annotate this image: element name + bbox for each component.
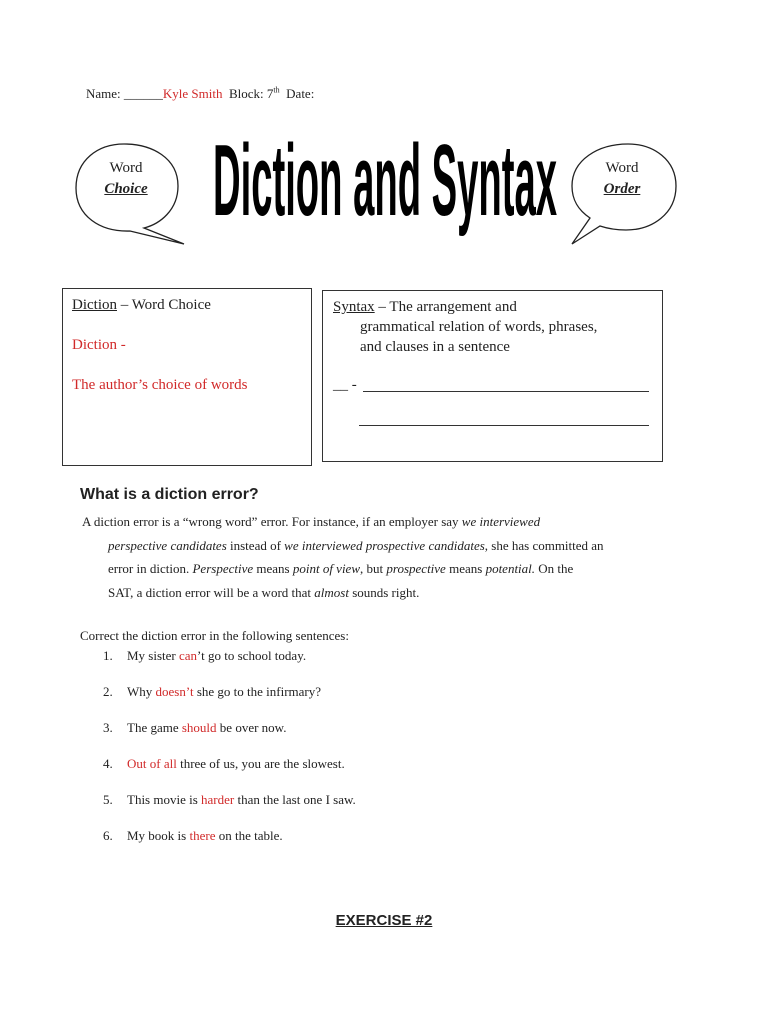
right-bubble-text	[582, 158, 662, 200]
diction-box	[62, 288, 312, 466]
diction-term: Diction	[72, 297, 117, 313]
paragraph-text: SAT, a diction error will be a word that	[108, 584, 315, 600]
item-number: 2.	[103, 684, 113, 699]
syntax-definition-line1: – The arrangement and	[374, 299, 517, 315]
block-label: Block:	[229, 86, 264, 101]
paragraph-text: error in diction.	[108, 561, 193, 576]
diction-red-dash: -	[117, 337, 126, 353]
left-bubble-text	[86, 158, 166, 200]
item-number: 5.	[103, 792, 113, 807]
syntax-blank-line-2	[359, 425, 649, 426]
item-text-after: on the table.	[215, 828, 283, 843]
paragraph-text: means	[445, 561, 486, 576]
paragraph-line	[82, 557, 692, 581]
item-text-after: be over now.	[216, 720, 287, 735]
item-text-before: My sister	[127, 648, 179, 663]
italic-text: Perspective	[192, 561, 254, 576]
item-error-word: doesn’t	[155, 684, 194, 699]
item-number: 3.	[103, 720, 113, 735]
exercise-item	[103, 648, 306, 664]
paragraph-text: On the	[535, 561, 574, 576]
italic-text: prospective	[386, 561, 446, 576]
paragraph-text: A diction error is a “wrong word” error. For instance, if an employer say	[82, 514, 462, 529]
exercise-item	[103, 792, 356, 808]
title-wordart	[205, 122, 565, 262]
block-value: 7	[266, 86, 274, 101]
italic-text: we interviewed prospective candidates	[284, 537, 485, 553]
paragraph-text: means	[253, 561, 293, 576]
item-text-before: My book is	[127, 828, 190, 843]
exercise-item	[103, 828, 283, 844]
syntax-definition-line2: grammatical relation of words, phrases,	[360, 319, 598, 335]
italic-text: perspective candidates	[108, 537, 227, 553]
paragraph-text: , but	[360, 561, 387, 576]
paragraph-text: instead of	[226, 537, 285, 553]
item-number: 6.	[103, 828, 113, 843]
right-bubble-line2: Order	[603, 181, 641, 197]
paragraph-text: , she has committed an	[484, 537, 604, 553]
item-text-before: The game	[127, 720, 182, 735]
diction-red-term-line	[72, 335, 126, 355]
left-bubble-line1: Word	[109, 160, 143, 176]
exercise-2-heading: EXERCISE #2	[335, 912, 433, 929]
title-text: Diction and Syntax	[213, 123, 558, 237]
item-number: 1.	[103, 648, 113, 663]
student-info	[86, 86, 314, 102]
paragraph-line	[82, 510, 692, 534]
paragraph-text: sounds right.	[348, 584, 420, 600]
name-label: Name:	[86, 86, 121, 101]
date-label: Date:	[286, 86, 315, 101]
paragraph-line	[82, 581, 692, 605]
diction-error-paragraph	[82, 510, 692, 604]
block-suffix: th	[273, 85, 280, 95]
item-text-after: ’t go to school today.	[197, 648, 307, 663]
syntax-definition-line3: and clauses in a sentence	[360, 339, 510, 355]
paragraph-line	[82, 534, 692, 558]
syntax-box	[322, 290, 663, 462]
item-text-after: three of us, you are the slowest.	[176, 756, 345, 771]
italic-text: we interviewed	[461, 514, 541, 529]
item-error-word: harder	[201, 792, 235, 807]
item-error-word: should	[181, 720, 217, 735]
exercise-item	[103, 684, 321, 700]
italic-text: almost	[314, 584, 349, 600]
syntax-term: Syntax	[333, 299, 375, 315]
syntax-blank-line-1	[363, 391, 649, 392]
item-text-after: she go to the infirmary?	[193, 684, 322, 699]
item-text-after: than the last one I saw.	[234, 792, 356, 807]
diction-red-definition: The author’s choice of words	[72, 377, 248, 393]
exercise-item	[103, 756, 345, 772]
item-number: 4.	[103, 756, 113, 771]
diction-heading	[72, 295, 211, 315]
italic-text: potential.	[485, 561, 536, 576]
right-bubble-line1: Word	[605, 160, 639, 176]
diction-red-term: Diction	[72, 337, 117, 353]
item-error-word: Out of all	[127, 756, 177, 771]
syntax-blank-prefix: __ -	[333, 377, 357, 393]
item-text-before: This movie is	[127, 792, 202, 807]
item-text-before: Why	[127, 684, 156, 699]
diction-error-heading: What is a diction error?	[80, 486, 259, 503]
name-blank: ______	[123, 86, 163, 101]
diction-definition: – Word Choice	[117, 297, 211, 313]
exercise-instructions: Correct the diction error in the following sentences:	[80, 628, 349, 643]
syntax-heading	[333, 297, 517, 317]
left-bubble-line2: Choice	[104, 181, 148, 197]
item-error-word: can	[179, 648, 198, 663]
item-error-word: there	[189, 828, 216, 843]
italic-text: point of view	[292, 561, 361, 576]
exercise-item	[103, 720, 286, 736]
page-title	[205, 122, 565, 262]
student-name: Kyle Smith	[162, 86, 223, 101]
